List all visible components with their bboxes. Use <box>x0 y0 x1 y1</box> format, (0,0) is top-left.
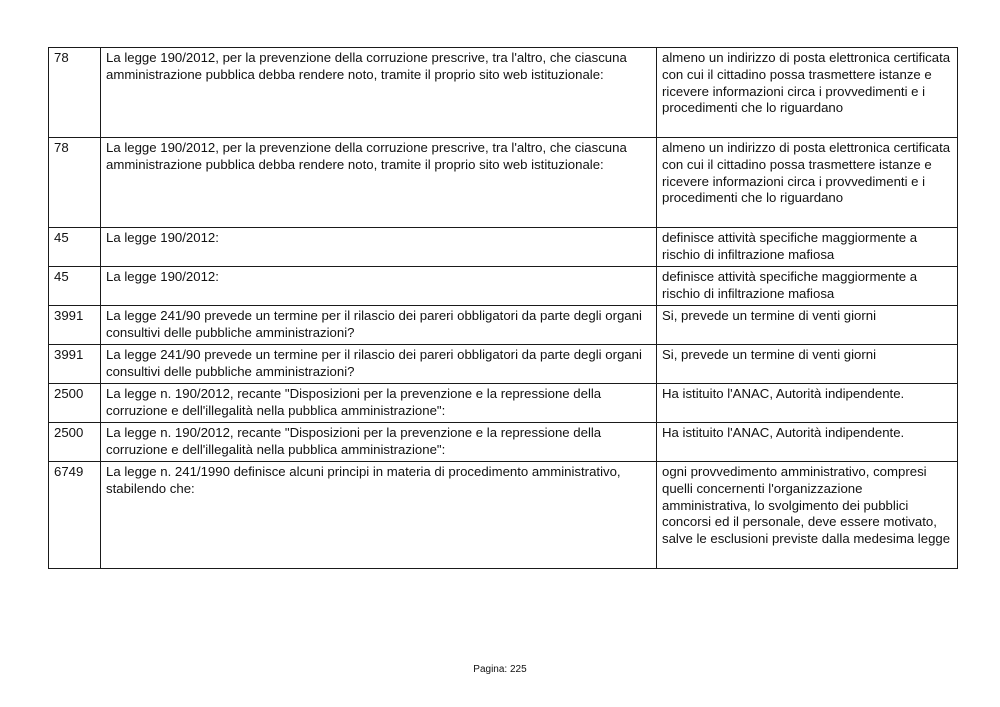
question-id: 3991 <box>49 306 101 345</box>
question-text: La legge 241/90 prevede un termine per il rilascio dei pareri obbligatori da parte degli organi consultivi delle pubbliche amministrazioni? <box>101 306 657 345</box>
answer-text: Si, prevede un termine di venti giorni <box>657 306 958 345</box>
table-row <box>49 48 958 138</box>
answer-text: Ha istituito l'ANAC, Autorità indipendente. <box>657 384 958 423</box>
table-row <box>49 462 958 569</box>
question-id: 3991 <box>49 345 101 384</box>
table-row <box>49 423 958 462</box>
answer-text: Si, prevede un termine di venti giorni <box>657 345 958 384</box>
question-text: La legge n. 190/2012, recante "Disposizioni per la prevenzione e la repressione della corruzione e dell'illegalità nella pubblica amministrazione": <box>101 423 657 462</box>
question-id: 2500 <box>49 423 101 462</box>
answer-text: almeno un indirizzo di posta elettronica certificata con cui il cittadino possa trasmettere istanze e ricevere informazioni circa i provvedimenti e i procedimenti che lo riguardano <box>657 138 958 228</box>
question-text: La legge 190/2012, per la prevenzione della corruzione prescrive, tra l'altro, che ciascuna amministrazione pubblica debba rendere noto, tramite il proprio sito web istituzionale: <box>101 138 657 228</box>
question-id: 6749 <box>49 462 101 569</box>
question-text: La legge 190/2012: <box>101 228 657 267</box>
answer-text: ogni provvedimento amministrativo, compresi quelli concernenti l'organizzazione amministrativa, lo svolgimento dei pubblici concorsi ed il personale, deve essere motivato, salve le esclusioni previste dalla medesima legge <box>657 462 958 569</box>
quiz-table <box>48 47 958 569</box>
question-id: 2500 <box>49 384 101 423</box>
table-row <box>49 306 958 345</box>
table-row <box>49 267 958 306</box>
table-row <box>49 138 958 228</box>
question-id: 45 <box>49 228 101 267</box>
answer-text: definisce attività specifiche maggiormente a rischio di infiltrazione mafiosa <box>657 228 958 267</box>
page-number: Pagina: 225 <box>473 664 527 675</box>
table-row <box>49 345 958 384</box>
answer-text: almeno un indirizzo di posta elettronica certificata con cui il cittadino possa trasmettere istanze e ricevere informazioni circa i provvedimenti e i procedimenti che lo riguardano <box>657 48 958 138</box>
question-text: La legge 190/2012, per la prevenzione della corruzione prescrive, tra l'altro, che ciascuna amministrazione pubblica debba rendere noto, tramite il proprio sito web istituzionale: <box>101 48 657 138</box>
question-id: 78 <box>49 48 101 138</box>
question-text: La legge n. 190/2012, recante "Disposizioni per la prevenzione e la repressione della corruzione e dell'illegalità nella pubblica amministrazione": <box>101 384 657 423</box>
table-row <box>49 228 958 267</box>
question-text: La legge 190/2012: <box>101 267 657 306</box>
question-text: La legge 241/90 prevede un termine per il rilascio dei pareri obbligatori da parte degli organi consultivi delle pubbliche amministrazioni? <box>101 345 657 384</box>
answer-text: Ha istituito l'ANAC, Autorità indipendente. <box>657 423 958 462</box>
answer-text: definisce attività specifiche maggiormente a rischio di infiltrazione mafiosa <box>657 267 958 306</box>
question-id: 45 <box>49 267 101 306</box>
table-row <box>49 384 958 423</box>
question-id: 78 <box>49 138 101 228</box>
question-text: La legge n. 241/1990 definisce alcuni principi in materia di procedimento amministrativo, stabilendo che: <box>101 462 657 569</box>
